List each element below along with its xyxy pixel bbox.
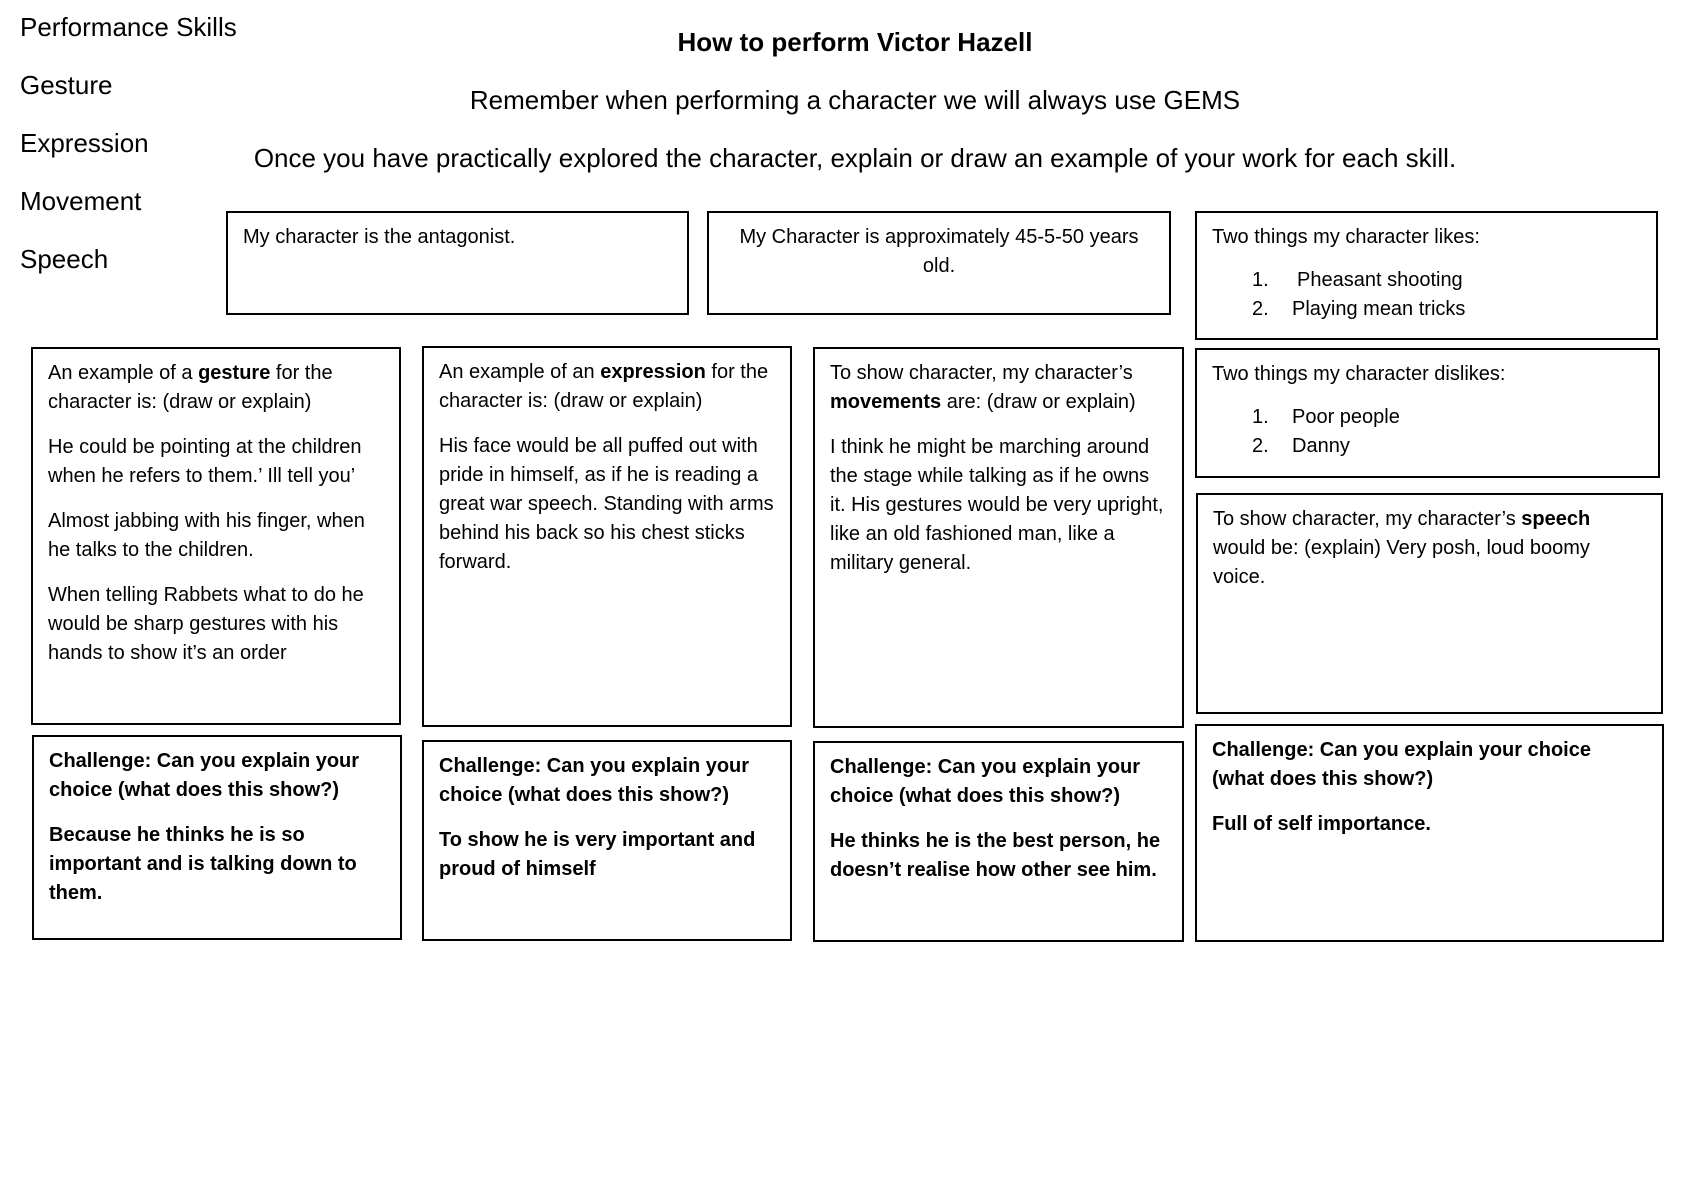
speech-challenge-box <box>1195 724 1664 942</box>
dislikes-list <box>1212 403 1644 461</box>
list-number: 1. <box>1252 406 1269 428</box>
expression-challenge-box <box>422 740 792 941</box>
list-number: 2. <box>1252 298 1269 320</box>
expression-prompt: An example of an expression for the character is: (draw or explain) <box>439 361 769 412</box>
list-text: Poor people <box>1292 406 1400 428</box>
age-text: My Character is approximately 45-5-50 years old. <box>739 226 1139 277</box>
list-text: Danny <box>1292 435 1350 457</box>
challenge-answer: Because he thinks he is so important and is talking down to them. <box>49 824 357 904</box>
movement-box <box>813 347 1184 728</box>
antagonist-box <box>226 211 689 315</box>
challenge-question: Challenge: Can you explain your choice (what does this show?) <box>439 755 750 806</box>
movement-answer: I think he might be marching around the stage while talking as if he owns it. His gestures would be very upright, like an old fashioned man, like a military general. <box>830 436 1164 574</box>
list-text: Playing mean tricks <box>1292 298 1466 320</box>
movement-challenge-box <box>813 741 1184 942</box>
movement-prompt: To show character, my character’s movements are: (draw or explain) <box>830 362 1136 413</box>
gesture-box <box>31 347 401 725</box>
likes-box <box>1195 211 1658 340</box>
expression-box <box>422 346 792 727</box>
challenge-question: Challenge: Can you explain your choice (what does this show?) <box>1212 739 1591 790</box>
list-item <box>1212 432 1644 461</box>
dislikes-box <box>1195 348 1660 478</box>
expression-answer: His face would be all puffed out with pride in himself, as if he is reading a great war speech. Standing with arms behind his back so his chest sticks forward. <box>439 435 774 573</box>
challenge-answer: Full of self importance. <box>1212 813 1431 835</box>
skill-movement: Movement <box>20 186 142 216</box>
likes-heading: Two things my character likes: <box>1212 226 1480 248</box>
gesture-answer: When telling Rabbets what to do he would be sharp gestures with his hands to show it’s an order <box>48 584 364 664</box>
speech-box <box>1196 493 1663 714</box>
age-box <box>707 211 1171 315</box>
list-number: 2. <box>1252 435 1269 457</box>
skill-expression: Expression <box>20 128 149 158</box>
challenge-answer: To show he is very important and proud of himself <box>439 829 756 880</box>
likes-list <box>1212 266 1642 324</box>
page-subtitle: Remember when performing a character we will always use GEMS <box>469 85 1241 115</box>
challenge-question: Challenge: Can you explain your choice (what does this show?) <box>49 750 360 801</box>
challenge-question: Challenge: Can you explain your choice (what does this show?) <box>830 756 1141 807</box>
gesture-challenge-box <box>32 735 402 940</box>
list-item <box>1212 403 1644 432</box>
skill-speech: Speech <box>20 244 109 274</box>
dislikes-heading: Two things my character dislikes: <box>1212 363 1506 385</box>
list-text: Pheasant shooting <box>1297 269 1463 291</box>
gesture-prompt: An example of a gesture for the character is: (draw or explain) <box>48 362 333 413</box>
antagonist-text: My character is the antagonist. <box>243 226 516 248</box>
list-item <box>1212 266 1642 295</box>
challenge-answer: He thinks he is the best person, he doesn’t realise how other see him. <box>830 830 1161 881</box>
gesture-answer: Almost jabbing with his finger, when he talks to the children. <box>48 510 365 561</box>
page-title: How to perform Victor Hazell <box>677 27 1033 57</box>
skill-gesture: Gesture <box>20 70 113 100</box>
page-instruction: Once you have practically explored the character, explain or draw an example of your work for each skill. <box>253 143 1457 173</box>
list-item <box>1212 295 1642 324</box>
skills-heading: Performance Skills <box>20 12 237 42</box>
gesture-answer: He could be pointing at the children when he refers to them.’ Ill tell you’ <box>48 436 362 487</box>
list-number: 1. <box>1252 269 1269 291</box>
speech-text: To show character, my character’s speech would be: (explain) Very posh, loud boomy voice. <box>1213 508 1591 588</box>
